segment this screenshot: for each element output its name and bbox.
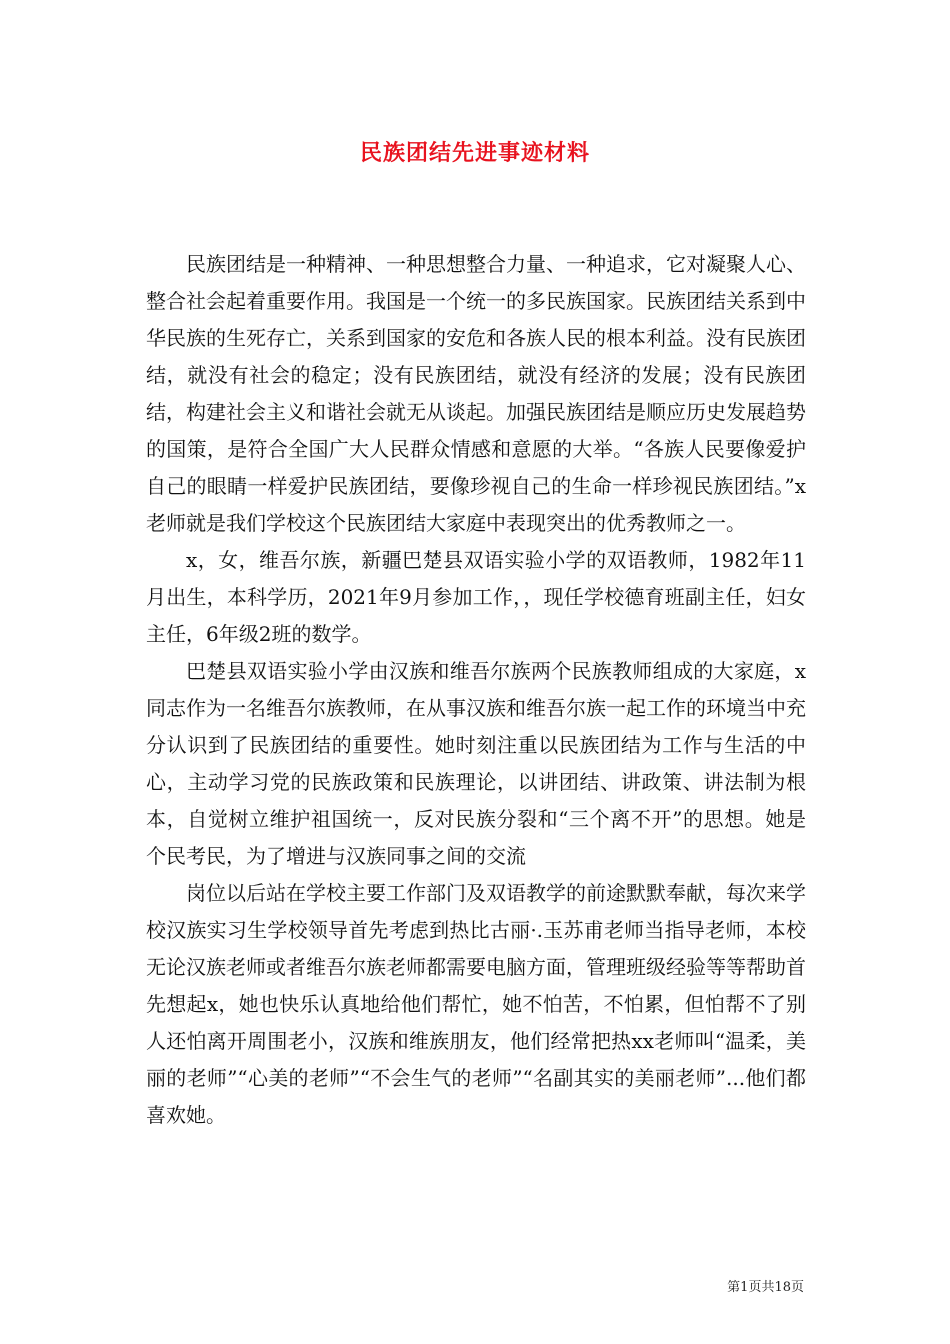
paragraph-1: 民族团结是一种精神、一种思想整合力量、一种追求，它对凝聚人心、整合社会起着重要作用。我国是一个统一的多民族国家。民族团结关系到中华民族的生死存亡，关系到国家的安危和各族人民的根本利益。没有民族团结，就没有社会的稳定；没有民族团结，就没有经济的发展；没有民族团结，构建社会主义和谐社会就无从谈起。加强民族团结是顺应历史发展趋势的国策，是符合全国广大人民群众情感和意愿的大举。“各族人民要像爱护自己的眼睛一样爱护民族团结，要像珍视自己的生命一样珍视民族团结。”x老师就是我们学校这个民族团结大家庭中表现突出的优秀教师之一。 <box>146 252 806 535</box>
paragraph-4: 岗位以后站在学校主要工作部门及双语教学的前途默默奉献，每次来学校汉族实习生学校领导首先考虑到热比古丽·.玉苏甫老师当指导老师，本校无论汉族老师或者维吾尔族老师都需要电脑方面，管理班级经验等等帮助首先想起x，她也快乐认真地给他们帮忙，她不怕苦，不怕累，但怕帮不了别人还怕离开周围老小，汉族和维族朋友，他们经常把热xx老师叫“温柔，美丽的老师”“心美的老师”“不会生气的老师”“名副其实的美丽老师”...他们都喜欢她。 <box>146 881 806 1127</box>
paragraph-3: 巴楚县双语实验小学由汉族和维吾尔族两个民族教师组成的大家庭，x同志作为一名维吾尔族教师，在从事汉族和维吾尔族一起工作的环境当中充分认识到了民族团结的重要性。她时刻注重以民族团结为工作与生活的中心，主动学习党的民族政策和民族理论，以讲团结、讲政策、讲法制为根本，自觉树立维护祖国统一，反对民族分裂和“三个离不开”的思想。她是个民考民，为了增进与汉族同事之间的交流 <box>146 659 806 868</box>
page-number-footer: 第1页共18页 <box>727 1280 804 1295</box>
document-body <box>146 246 806 1134</box>
document-title: 民族团结先进事迹材料 <box>359 140 590 166</box>
paragraph-2: x，女，维吾尔族，新疆巴楚县双语实验小学的双语教师，1982年11月出生，本科学历，2021年9月参加工作，，现任学校德育班副主任，妇女主任，6年级2班的数学。 <box>146 548 806 646</box>
